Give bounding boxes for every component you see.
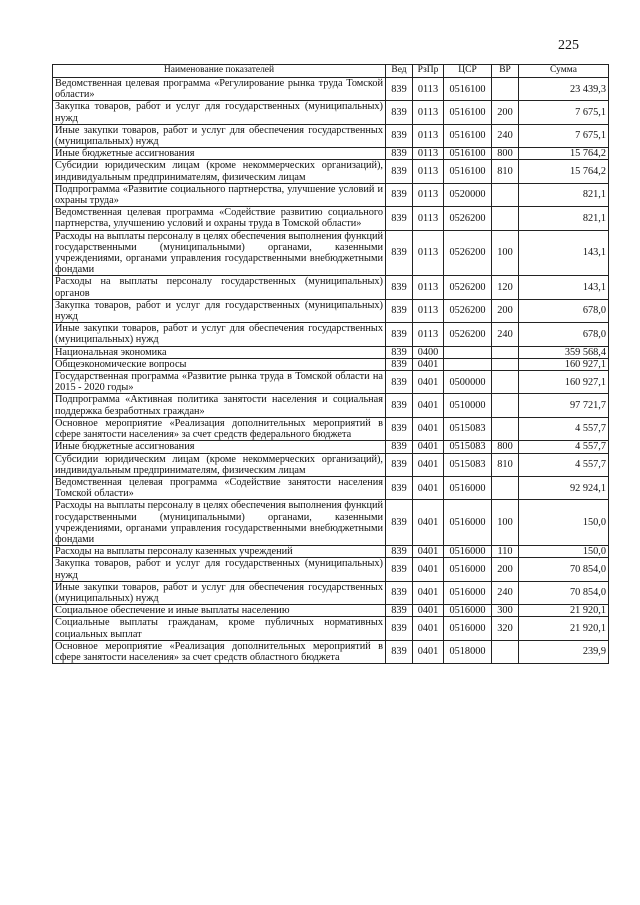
cell-rzpr: 0113 <box>413 148 444 160</box>
cell-sum: 70 854,0 <box>519 581 609 604</box>
cell-rzpr: 0113 <box>413 183 444 206</box>
cell-ved: 839 <box>386 394 413 417</box>
cell-vr <box>492 476 519 499</box>
cell-ved: 839 <box>386 78 413 101</box>
cell-vr: 800 <box>492 441 519 453</box>
cell-rzpr: 0401 <box>413 417 444 440</box>
cell-ved: 839 <box>386 453 413 476</box>
cell-rzpr: 0401 <box>413 640 444 663</box>
cell-ved: 839 <box>386 276 413 299</box>
cell-csr: 0526200 <box>444 323 492 346</box>
cell-vr <box>492 78 519 101</box>
cell-name: Расходы на выплаты персоналу в целях обеспечения выполнения функций государственными (муниципальными) органами, казенными учреждениями, органами управления государственными внебюджетными фондами <box>53 500 386 546</box>
cell-sum: 143,1 <box>519 230 609 276</box>
cell-name: Иные бюджетные ассигнования <box>53 441 386 453</box>
cell-rzpr: 0401 <box>413 394 444 417</box>
cell-vr: 100 <box>492 500 519 546</box>
cell-sum: 7 675,1 <box>519 101 609 124</box>
cell-rzpr: 0401 <box>413 476 444 499</box>
cell-csr: 0515083 <box>444 441 492 453</box>
table-row <box>53 346 609 358</box>
table-header <box>53 65 609 78</box>
table-row <box>53 358 609 370</box>
cell-sum: 4 557,7 <box>519 417 609 440</box>
cell-csr: 0515083 <box>444 453 492 476</box>
cell-name: Субсидии юридическим лицам (кроме некоммерческих организаций), индивидуальным предпринимателям, физическим лицам <box>53 453 386 476</box>
cell-rzpr: 0113 <box>413 323 444 346</box>
cell-name: Ведомственная целевая программа «Содействие занятости населения Томской области» <box>53 476 386 499</box>
table-row <box>53 230 609 276</box>
cell-rzpr: 0113 <box>413 124 444 147</box>
cell-ved: 839 <box>386 230 413 276</box>
cell-name: Ведомственная целевая программа «Регулирование рынка труда Томской области» <box>53 78 386 101</box>
cell-csr: 0516100 <box>444 78 492 101</box>
table-row <box>53 394 609 417</box>
cell-name: Подпрограмма «Активная политика занятости населения и социальная поддержка безработных граждан» <box>53 394 386 417</box>
cell-ved: 839 <box>386 417 413 440</box>
cell-rzpr: 0401 <box>413 441 444 453</box>
table-row <box>53 500 609 546</box>
cell-csr: 0526200 <box>444 230 492 276</box>
cell-sum: 97 721,7 <box>519 394 609 417</box>
cell-vr: 200 <box>492 101 519 124</box>
cell-vr <box>492 394 519 417</box>
cell-vr: 300 <box>492 605 519 617</box>
cell-name: Ведомственная целевая программа «Содействие развитию социального партнерства, улучшению условий и охраны труда в Томской области» <box>53 207 386 230</box>
cell-name: Расходы на выплаты персоналу государственных (муниципальных) органов <box>53 276 386 299</box>
cell-sum: 70 854,0 <box>519 558 609 581</box>
table-row <box>53 207 609 230</box>
table-row <box>53 124 609 147</box>
budget-table <box>52 64 609 664</box>
cell-csr: 0518000 <box>444 640 492 663</box>
cell-sum: 160 927,1 <box>519 371 609 394</box>
cell-sum: 821,1 <box>519 183 609 206</box>
cell-sum: 678,0 <box>519 323 609 346</box>
cell-sum: 239,9 <box>519 640 609 663</box>
cell-ved: 839 <box>386 500 413 546</box>
cell-rzpr: 0401 <box>413 371 444 394</box>
cell-rzpr: 0401 <box>413 617 444 640</box>
table-row <box>53 640 609 663</box>
cell-csr: 0516100 <box>444 124 492 147</box>
cell-name: Иные закупки товаров, работ и услуг для обеспечения государственных (муниципальных) нужд <box>53 124 386 147</box>
cell-sum: 678,0 <box>519 299 609 322</box>
header-rzpr: РзПр <box>413 65 444 78</box>
cell-sum: 15 764,2 <box>519 160 609 183</box>
cell-ved: 839 <box>386 124 413 147</box>
cell-name: Закупка товаров, работ и услуг для государственных (муниципальных) нужд <box>53 101 386 124</box>
cell-rzpr: 0113 <box>413 78 444 101</box>
cell-vr: 200 <box>492 299 519 322</box>
cell-rzpr: 0113 <box>413 101 444 124</box>
cell-vr: 240 <box>492 581 519 604</box>
table-row <box>53 476 609 499</box>
cell-sum: 150,0 <box>519 500 609 546</box>
cell-csr: 0526200 <box>444 207 492 230</box>
table-row <box>53 371 609 394</box>
table-row <box>53 605 609 617</box>
table-row <box>53 441 609 453</box>
cell-vr <box>492 640 519 663</box>
cell-rzpr: 0113 <box>413 276 444 299</box>
cell-ved: 839 <box>386 101 413 124</box>
cell-csr: 0526200 <box>444 276 492 299</box>
cell-name: Подпрограмма «Развитие социального партнерства, улучшение условий и охраны труда» <box>53 183 386 206</box>
cell-rzpr: 0113 <box>413 160 444 183</box>
cell-csr: 0510000 <box>444 394 492 417</box>
cell-name: Расходы на выплаты персоналу казенных учреждений <box>53 546 386 558</box>
cell-rzpr: 0401 <box>413 500 444 546</box>
cell-name: Закупка товаров, работ и услуг для государственных (муниципальных) нужд <box>53 299 386 322</box>
table-row <box>53 183 609 206</box>
cell-rzpr: 0401 <box>413 558 444 581</box>
cell-name: Субсидии юридическим лицам (кроме некоммерческих организаций), индивидуальным предпринимателям, физическим лицам <box>53 160 386 183</box>
cell-rzpr: 0113 <box>413 207 444 230</box>
cell-csr: 0516000 <box>444 617 492 640</box>
header-row <box>53 65 609 78</box>
cell-ved: 839 <box>386 558 413 581</box>
cell-name: Национальная экономика <box>53 346 386 358</box>
cell-sum: 160 927,1 <box>519 358 609 370</box>
cell-ved: 839 <box>386 617 413 640</box>
table-row <box>53 160 609 183</box>
cell-vr: 810 <box>492 453 519 476</box>
table-row <box>53 617 609 640</box>
cell-ved: 839 <box>386 183 413 206</box>
cell-sum: 4 557,7 <box>519 453 609 476</box>
cell-csr: 0516000 <box>444 546 492 558</box>
header-sum: Сумма <box>519 65 609 78</box>
cell-ved: 839 <box>386 299 413 322</box>
table-row <box>53 558 609 581</box>
cell-ved: 839 <box>386 148 413 160</box>
header-vr: ВР <box>492 65 519 78</box>
cell-ved: 839 <box>386 160 413 183</box>
table-row <box>53 101 609 124</box>
cell-vr <box>492 358 519 370</box>
cell-csr: 0515083 <box>444 417 492 440</box>
cell-name: Закупка товаров, работ и услуг для государственных (муниципальных) нужд <box>53 558 386 581</box>
cell-vr: 200 <box>492 558 519 581</box>
cell-ved: 839 <box>386 371 413 394</box>
cell-vr <box>492 207 519 230</box>
table-row <box>53 148 609 160</box>
cell-csr: 0516100 <box>444 101 492 124</box>
cell-sum: 21 920,1 <box>519 617 609 640</box>
cell-csr: 0516100 <box>444 160 492 183</box>
cell-csr: 0516000 <box>444 605 492 617</box>
table-row <box>53 299 609 322</box>
cell-vr: 800 <box>492 148 519 160</box>
cell-name: Социальное обеспечение и иные выплаты населению <box>53 605 386 617</box>
cell-csr: 0526200 <box>444 299 492 322</box>
cell-ved: 839 <box>386 358 413 370</box>
cell-rzpr: 0113 <box>413 299 444 322</box>
cell-rzpr: 0401 <box>413 358 444 370</box>
table-row <box>53 453 609 476</box>
header-ved: Вед <box>386 65 413 78</box>
cell-rzpr: 0401 <box>413 546 444 558</box>
cell-vr <box>492 417 519 440</box>
cell-ved: 839 <box>386 546 413 558</box>
table-row <box>53 323 609 346</box>
cell-vr: 120 <box>492 276 519 299</box>
cell-csr: 0516100 <box>444 148 492 160</box>
cell-sum: 92 924,1 <box>519 476 609 499</box>
cell-vr <box>492 371 519 394</box>
cell-sum: 143,1 <box>519 276 609 299</box>
cell-sum: 4 557,7 <box>519 441 609 453</box>
cell-ved: 839 <box>386 346 413 358</box>
cell-vr <box>492 183 519 206</box>
table-row <box>53 546 609 558</box>
header-csr: ЦСР <box>444 65 492 78</box>
cell-rzpr: 0401 <box>413 581 444 604</box>
cell-vr: 810 <box>492 160 519 183</box>
cell-csr <box>444 346 492 358</box>
cell-csr: 0516000 <box>444 581 492 604</box>
cell-name: Государственная программа «Развитие рынка труда в Томской области на 2015 - 2020 годы» <box>53 371 386 394</box>
cell-name: Основное мероприятие «Реализация дополнительных мероприятий в сфере занятости населения» за счет средств областного бюджета <box>53 640 386 663</box>
table-row <box>53 581 609 604</box>
cell-name: Основное мероприятие «Реализация дополнительных мероприятий в сфере занятости населения» за счет средств федерального бюджета <box>53 417 386 440</box>
table-row <box>53 78 609 101</box>
table-row <box>53 417 609 440</box>
cell-rzpr: 0400 <box>413 346 444 358</box>
header-name: Наименование показателей <box>53 65 386 78</box>
cell-name: Расходы на выплаты персоналу в целях обеспечения выполнения функций государственными (муниципальными) органами, казенными учреждениями, органами управления государственными внебюджетными фондами <box>53 230 386 276</box>
cell-ved: 839 <box>386 581 413 604</box>
cell-csr: 0500000 <box>444 371 492 394</box>
cell-csr <box>444 358 492 370</box>
cell-ved: 839 <box>386 207 413 230</box>
cell-rzpr: 0401 <box>413 453 444 476</box>
table-body <box>53 78 609 664</box>
cell-sum: 15 764,2 <box>519 148 609 160</box>
cell-ved: 839 <box>386 605 413 617</box>
cell-csr: 0520000 <box>444 183 492 206</box>
cell-sum: 359 568,4 <box>519 346 609 358</box>
page-number: 225 <box>558 38 579 53</box>
cell-sum: 821,1 <box>519 207 609 230</box>
cell-vr: 240 <box>492 323 519 346</box>
cell-sum: 23 439,3 <box>519 78 609 101</box>
table-row <box>53 276 609 299</box>
cell-vr <box>492 346 519 358</box>
cell-ved: 839 <box>386 441 413 453</box>
cell-csr: 0516000 <box>444 476 492 499</box>
cell-name: Иные бюджетные ассигнования <box>53 148 386 160</box>
cell-name: Социальные выплаты гражданам, кроме публичных нормативных социальных выплат <box>53 617 386 640</box>
cell-csr: 0516000 <box>444 500 492 546</box>
cell-ved: 839 <box>386 323 413 346</box>
cell-sum: 21 920,1 <box>519 605 609 617</box>
cell-csr: 0516000 <box>444 558 492 581</box>
cell-sum: 7 675,1 <box>519 124 609 147</box>
cell-ved: 839 <box>386 640 413 663</box>
cell-name: Общеэкономические вопросы <box>53 358 386 370</box>
cell-vr: 320 <box>492 617 519 640</box>
cell-ved: 839 <box>386 476 413 499</box>
cell-name: Иные закупки товаров, работ и услуг для обеспечения государственных (муниципальных) нужд <box>53 323 386 346</box>
cell-sum: 150,0 <box>519 546 609 558</box>
cell-vr: 240 <box>492 124 519 147</box>
cell-vr: 100 <box>492 230 519 276</box>
cell-rzpr: 0401 <box>413 605 444 617</box>
cell-rzpr: 0113 <box>413 230 444 276</box>
cell-name: Иные закупки товаров, работ и услуг для обеспечения государственных (муниципальных) нужд <box>53 581 386 604</box>
cell-vr: 110 <box>492 546 519 558</box>
